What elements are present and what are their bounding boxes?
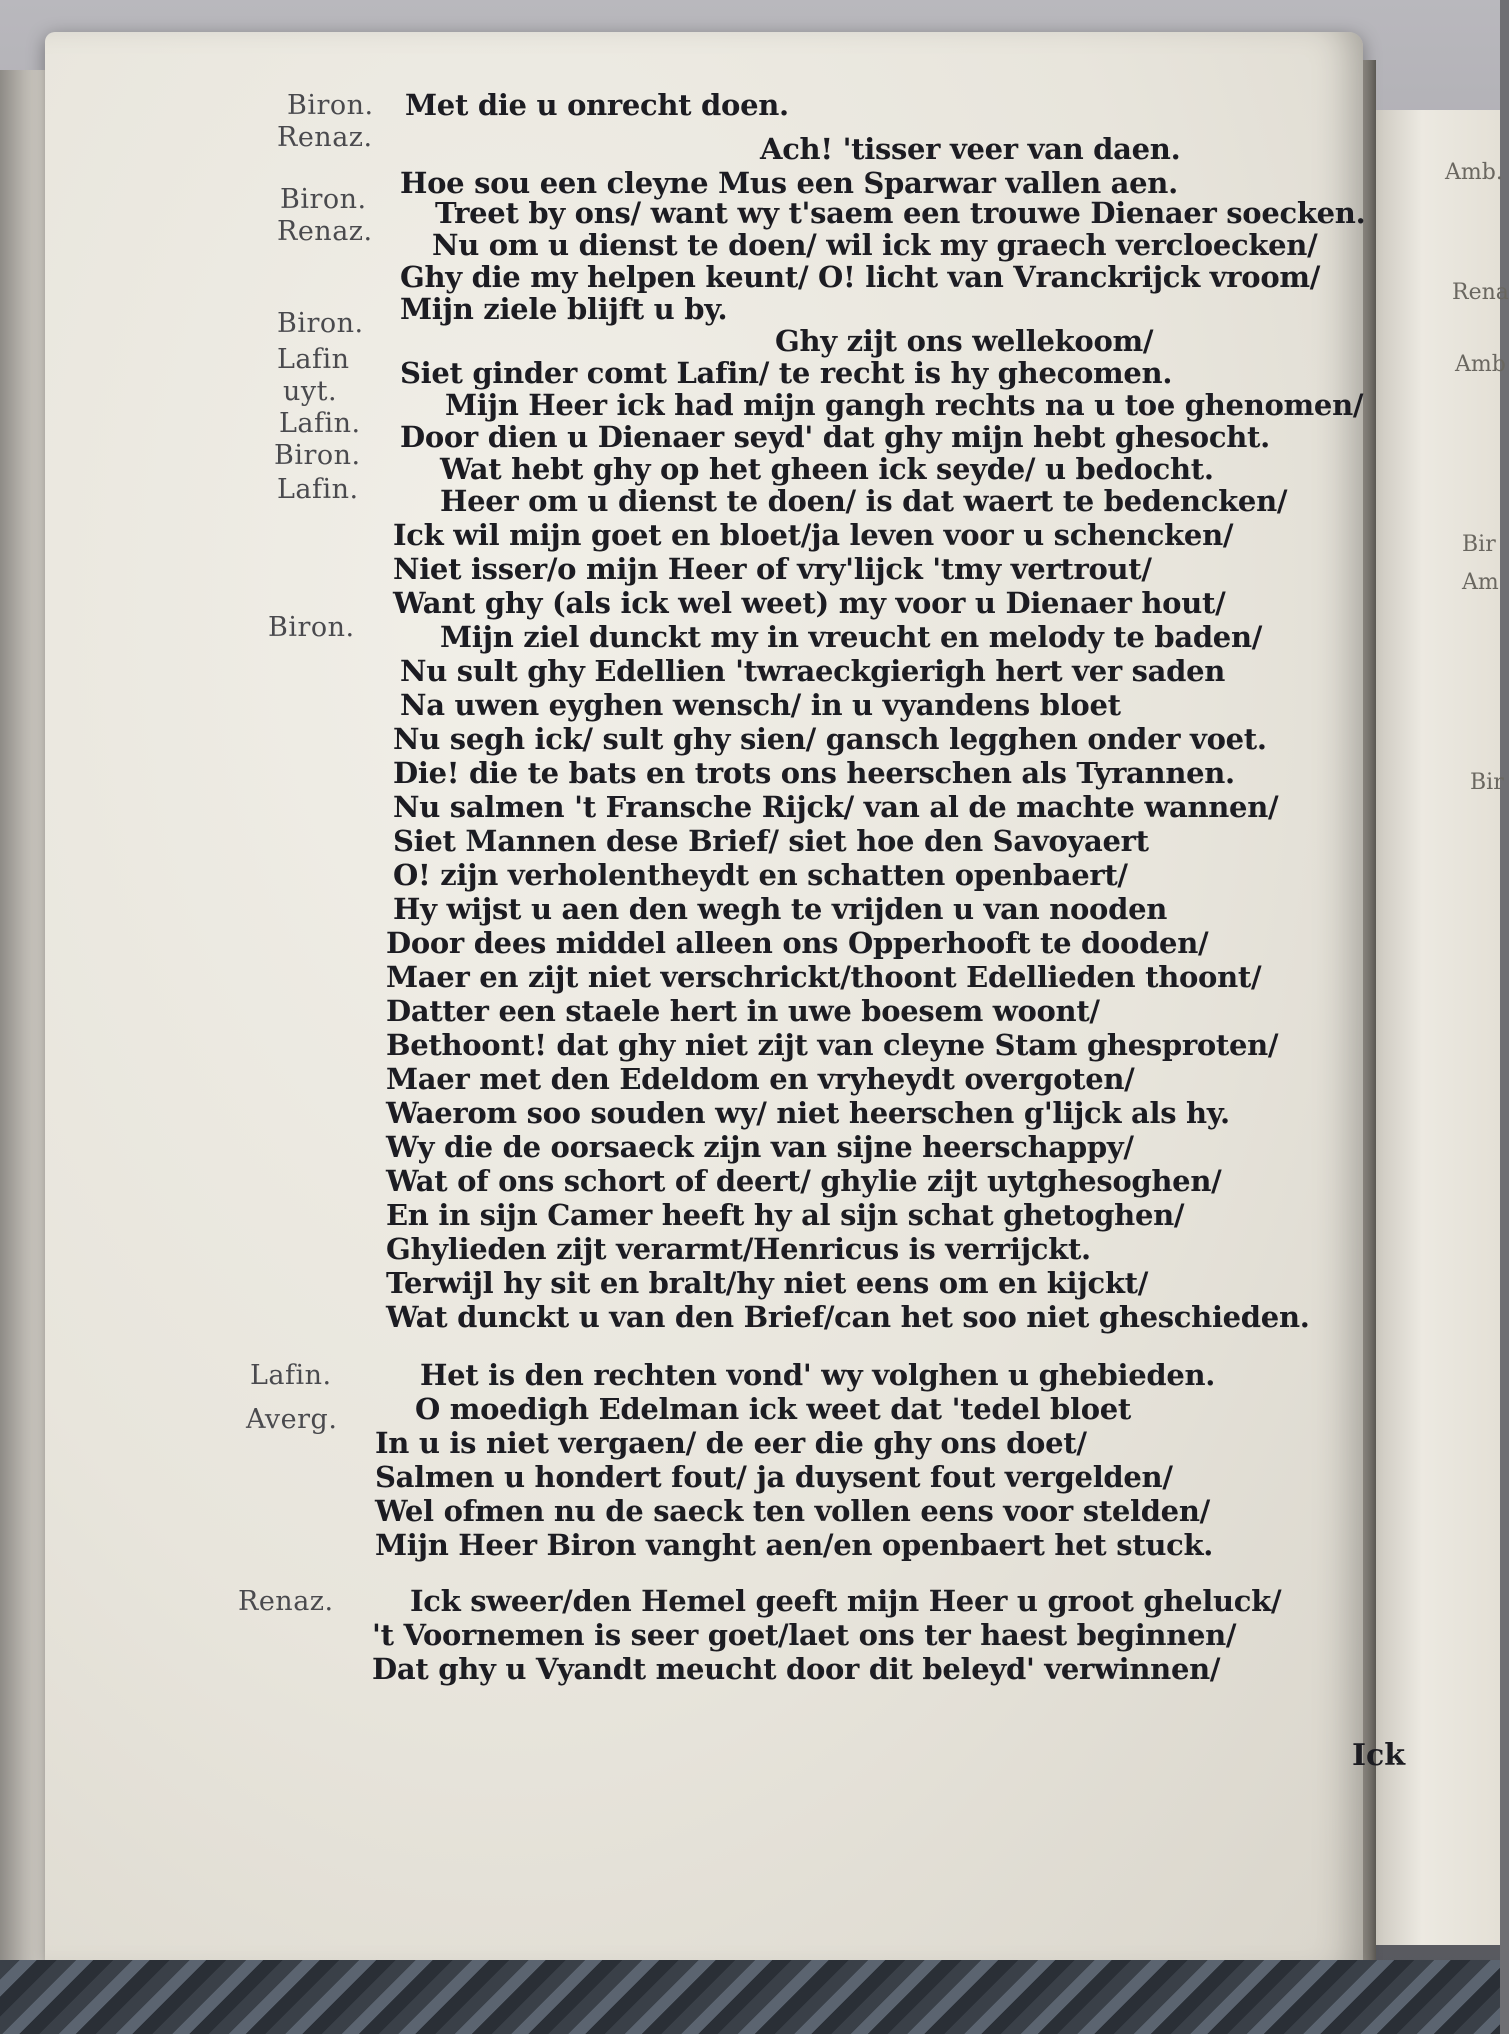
verse-line: Hoe sou een cleyne Mus een Sparwar vallen aen. xyxy=(400,166,1178,200)
verse-line: Door dees middel alleen ons Opperhooft te dooden/ xyxy=(386,926,1209,960)
verse-line: O moedigh Edelman ick weet dat 'tedel bloet xyxy=(415,1392,1132,1426)
verse-line: Nu sult ghy Edellien 'twraeckgierigh hert ver saden xyxy=(400,654,1226,688)
verse-line: Siet Mannen dese Brief/ siet hoe den Savoyaert xyxy=(393,824,1149,858)
verse-line: Wy die de oorsaeck zijn van sijne heerschappy/ xyxy=(386,1130,1134,1164)
verse-line: Na uwen eyghen wensch/ in u vyandens bloet xyxy=(400,688,1121,722)
verse-line: Heer om u dienst te doen/ is dat waert te bedencken/ xyxy=(440,484,1288,518)
speaker-name: Biron. xyxy=(280,184,367,215)
verse-line: Wat hebt ghy op het gheen ick seyde/ u bedocht. xyxy=(440,452,1214,486)
verse-line: Bethoont! dat ghy niet zijt van cleyne Stam ghesproten/ xyxy=(386,1028,1279,1062)
facing-page-speaker: Am xyxy=(1462,570,1499,595)
verse-line: Wat of ons schort of deert/ ghylie zijt uytghesoghen/ xyxy=(386,1164,1222,1198)
verse-line: 't Voornemen is seer goet/laet ons ter haest beginnen/ xyxy=(372,1618,1237,1652)
verse-line: Maer en zijt niet verschrickt/thoont Edellieden thoont/ xyxy=(386,960,1262,994)
verse-line: Ach! 'tisser veer van daen. xyxy=(760,132,1181,166)
verse-line: Want ghy (als ick wel weet) my voor u Dienaer hout/ xyxy=(393,586,1226,620)
speaker-name: Biron. xyxy=(274,440,361,471)
speaker-name: Biron. xyxy=(277,308,364,339)
speaker-name: Renaz. xyxy=(277,122,373,153)
verse-line: Nu om u dienst te doen/ wil ick my graech vercloecken/ xyxy=(432,228,1318,262)
speaker-name: Lafin xyxy=(277,344,350,375)
verse-line: Ghylieden zijt verarmt/Henricus is verrijckt. xyxy=(386,1232,1091,1266)
verse-line: Nu salmen 't Fransche Rijck/ van al de machte wannen/ xyxy=(393,790,1279,824)
verse-line: Ick wil mijn goet en bloet/ja leven voor u schencken/ xyxy=(393,518,1234,552)
facing-page-speaker: Bir xyxy=(1470,770,1504,795)
verse-line: Treet by ons/ want wy t'saem een trouwe Dienaer soecken. xyxy=(435,196,1366,230)
facing-page-speaker: Rena xyxy=(1452,280,1509,305)
facing-page-speaker: Bir xyxy=(1462,532,1496,557)
verse-line: Datter een staele hert in uwe boesem woont/ xyxy=(386,994,1100,1028)
facing-page xyxy=(1370,110,1500,1945)
verse-line: Salmen u hondert fout/ ja duysent fout vergelden/ xyxy=(375,1460,1173,1494)
speaker-name: Biron. xyxy=(268,612,355,643)
facing-page-speaker: Amb. xyxy=(1445,160,1503,185)
verse-line: Hy wijst u aen den wegh te vrijden u van nooden xyxy=(393,892,1167,926)
verse-line: Ghy zijt ons wellekoom/ xyxy=(775,324,1154,358)
speaker-name: Renaz. xyxy=(277,216,373,247)
speaker-name: Renaz. xyxy=(238,1586,334,1617)
verse-line: Terwijl hy sit en bralt/hy niet eens om en kijckt/ xyxy=(386,1266,1148,1300)
verse-line: Mijn ziele blijft u by. xyxy=(400,292,728,326)
verse-line: O! zijn verholentheydt en schatten openbaert/ xyxy=(393,858,1128,892)
verse-line: Waerom soo souden wy/ niet heerschen g'lijck als hy. xyxy=(386,1096,1230,1130)
verse-line: Dat ghy u Vyandt meucht door dit beleyd' verwinnen/ xyxy=(372,1652,1221,1686)
facing-page-speaker: Amb xyxy=(1455,352,1506,377)
verse-line: Maer met den Edeldom en vryheydt overgoten/ xyxy=(386,1062,1135,1096)
verse-line: Met die u onrecht doen. xyxy=(405,88,789,122)
verse-line: Mijn Heer ick had mijn gangh rechts na u toe ghenomen/ xyxy=(445,388,1364,422)
verse-line: Wel ofmen nu de saeck ten vollen eens voor stelden/ xyxy=(375,1494,1210,1528)
speaker-name: Biron. xyxy=(287,90,374,121)
catchword: Ick xyxy=(1352,1738,1406,1773)
speaker-name: Lafin. xyxy=(279,408,361,439)
verse-line: Door dien u Dienaer seyd' dat ghy mijn hebt ghesocht. xyxy=(400,420,1270,454)
verse-line: Ick sweer/den Hemel geeft mijn Heer u groot gheluck/ xyxy=(410,1584,1282,1618)
verse-line: Mijn Heer Biron vanght aen/en openbaert het stuck. xyxy=(375,1528,1214,1562)
verse-line: Mijn ziel dunckt my in vreucht en melody te baden/ xyxy=(440,620,1263,654)
verse-line: Die! die te bats en trots ons heerschen als Tyrannen. xyxy=(393,756,1235,790)
verse-line: In u is niet vergaen/ de eer die ghy ons doet/ xyxy=(375,1426,1087,1460)
cloth-background xyxy=(0,1960,1500,2034)
verse-line: Het is den rechten vond' wy volghen u ghebieden. xyxy=(420,1358,1216,1392)
speaker-name: Lafin. xyxy=(277,474,359,505)
verse-line: Nu segh ick/ sult ghy sien/ gansch legghen onder voet. xyxy=(393,722,1267,756)
speaker-name: Lafin. xyxy=(250,1360,332,1391)
verse-line: Siet ginder comt Lafin/ te recht is hy ghecomen. xyxy=(400,356,1173,390)
verse-line: En in sijn Camer heeft hy al sijn schat ghetoghen/ xyxy=(386,1198,1185,1232)
speaker-name: Averg. xyxy=(246,1404,338,1435)
speaker-name: uyt. xyxy=(283,376,338,407)
verse-line: Wat dunckt u van den Brief/can het soo niet gheschieden. xyxy=(386,1300,1310,1334)
verse-line: Ghy die my helpen keunt/ O! licht van Vranckrijck vroom/ xyxy=(400,260,1321,294)
verse-line: Niet isser/o mijn Heer of vry'lijck 'tmy vertrout/ xyxy=(393,552,1152,586)
